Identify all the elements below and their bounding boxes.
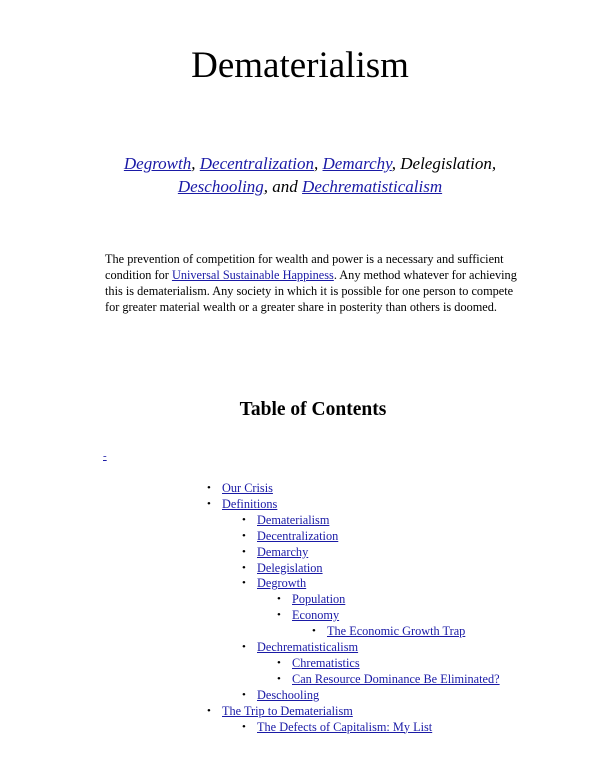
intro-paragraph <box>105 251 525 315</box>
toc-sublist-degrowth <box>257 592 500 640</box>
toc-link-defects[interactable]: The Defects of Capitalism: My List <box>257 719 433 734</box>
toc-heading: Table of Contents <box>239 399 387 420</box>
toc-link-demarchy[interactable]: Demarchy <box>257 544 309 559</box>
toc-item-defects <box>257 720 500 736</box>
toc-link-dechrematisticalism[interactable]: Dechrematisticalism <box>257 640 359 655</box>
toc-link-deschooling[interactable]: Deschooling <box>257 687 320 702</box>
subtitle-separator: , <box>191 154 200 173</box>
toc-link-resource-dominance[interactable]: Can Resource Dominance Be Eliminated? <box>292 671 500 686</box>
anchor-link[interactable]: - <box>103 450 107 462</box>
subtitle-link-deschooling[interactable]: Deschooling <box>177 177 264 196</box>
subtitle-link-dechrematisticalism[interactable]: Dechrematisticalism <box>302 177 443 196</box>
toc-link-delegislation[interactable]: Delegislation <box>257 560 323 575</box>
toc-item-economic-growth-trap <box>327 624 500 640</box>
toc-item-deschooling <box>257 688 500 704</box>
page-title: Dematerialism <box>191 45 409 86</box>
toc-sublist-definitions <box>222 513 500 704</box>
subtitle-separator: , and <box>263 177 303 196</box>
toc-link-chrematistics[interactable]: Chrematistics <box>292 655 360 670</box>
subtitle-link-demarchy[interactable]: Demarchy <box>322 154 392 173</box>
toc-sublist-dechrematisticalism <box>257 656 500 688</box>
toc-sublist-economy <box>292 624 500 640</box>
toc-link-degrowth[interactable]: Degrowth <box>257 576 307 591</box>
toc-link-population[interactable]: Population <box>292 592 346 607</box>
toc-sublist-trip <box>222 720 500 736</box>
toc-item-dechrematisticalism <box>257 640 500 688</box>
toc-item-decentralization <box>257 529 500 545</box>
toc-link-decentralization[interactable]: Decentralization <box>257 528 339 543</box>
subtitle <box>60 152 560 198</box>
intro-text-after: . Any method whatever for achieving this is dematerialism. Any society in which it is possible for one person to compete for greater material wealth or a greater share in posterity than others is doomed. <box>105 268 517 314</box>
subtitle-separator: , <box>314 154 323 173</box>
toc-item-chrematistics <box>292 656 500 672</box>
toc-item-demarchy <box>257 545 500 561</box>
table-of-contents <box>222 481 500 736</box>
toc-item-delegislation <box>257 561 500 577</box>
toc-link-economy[interactable]: Economy <box>292 608 340 623</box>
toc-link-trip[interactable]: The Trip to Dematerialism <box>222 703 353 718</box>
toc-item-economy <box>292 608 500 640</box>
toc-item-resource-dominance <box>292 672 500 688</box>
toc-item-our-crisis <box>222 481 500 497</box>
universal-sustainable-happiness-link[interactable]: Universal Sustainable Happiness <box>171 268 334 282</box>
toc-link-dematerialism[interactable]: Dematerialism <box>257 512 330 527</box>
subtitle-delegislation-text: , Delegislation, <box>391 154 497 173</box>
toc-link-our-crisis[interactable]: Our Crisis <box>222 481 273 495</box>
toc-item-definitions <box>222 497 500 704</box>
toc-link-definitions[interactable]: Definitions <box>222 496 278 511</box>
subtitle-link-decentralization[interactable]: Decentralization <box>199 154 315 173</box>
toc-item-dematerialism <box>257 513 500 529</box>
subtitle-link-degrowth[interactable]: Degrowth <box>123 154 192 173</box>
toc-link-economic-growth-trap[interactable]: The Economic Growth Trap <box>327 624 466 639</box>
toc-item-degrowth <box>257 576 500 640</box>
toc-item-trip <box>222 704 500 736</box>
intro-text-before: The prevention of competition for wealth and power is a necessary and sufficient condition for <box>105 252 504 282</box>
toc-item-population <box>292 592 500 608</box>
